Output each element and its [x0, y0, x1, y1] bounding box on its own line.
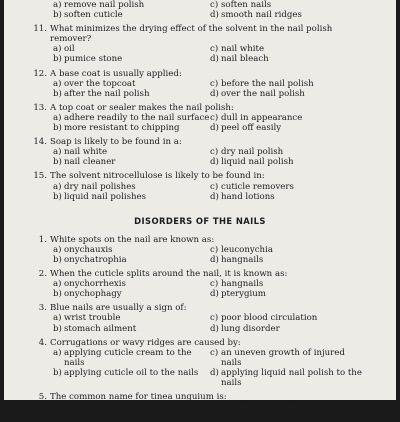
question-number: 12.	[33, 68, 47, 79]
disorder-question-3	[38, 303, 368, 334]
question-stem: A base coat is usually applied:	[50, 68, 182, 79]
option-b: b) pumice stone	[53, 54, 123, 65]
option-a: a) nail white	[53, 147, 108, 158]
question-number: 1.	[38, 234, 47, 245]
option-d: d) applying liquid nail polish to the nails	[210, 367, 362, 388]
option-c: c) cuticle removers	[210, 181, 294, 192]
option-c: c) dry nail polish	[210, 147, 284, 158]
page-edge-shadow	[396, 0, 400, 400]
option-c: c) dull in appearance	[210, 112, 303, 123]
question-number: 13.	[33, 102, 47, 113]
option-b: b) nail cleaner	[53, 157, 116, 168]
option-d: d) lung disorder	[210, 323, 280, 334]
question-stem: A top coat or sealer makes the nail polish:	[50, 102, 234, 113]
option-b: b) liquid nail polishes	[53, 191, 147, 202]
question-stem: Corrugations or wavy ridges are caused by:	[50, 337, 241, 348]
option-a: a) felon	[53, 402, 86, 413]
option-a: a) applying cuticle cream to the nails	[53, 347, 192, 368]
option-d: d) peel off easily	[210, 123, 282, 134]
option-d: d) smooth nail ridges	[210, 10, 302, 21]
option-b: b) onychophagy	[53, 289, 122, 300]
question-number: 5.	[38, 392, 47, 403]
option-b: b) applying cuticle oil to the nails	[53, 367, 199, 378]
question-number: 11.	[33, 24, 47, 35]
option-c: c) poor blood circulation	[210, 313, 318, 324]
question-stem: What minimizes the drying effect of the solvent in the nail polish remover?	[50, 24, 333, 45]
question-stem: When the cuticle splits around the nail, it is known as:	[50, 269, 288, 280]
option-a: a) over the topcoat	[53, 78, 136, 89]
question-stem: Blue nails are usually a sign of:	[50, 303, 187, 314]
question-13	[33, 102, 368, 134]
option-a: a) onychauxis	[53, 244, 113, 255]
question-number: 2.	[38, 269, 47, 280]
option-c: c) ringworm of the nail	[210, 402, 311, 413]
question-number: 4.	[38, 337, 47, 348]
question-stem: White spots on the nail are known as:	[50, 234, 215, 245]
question-15	[33, 171, 368, 202]
option-c: c) leuconychia	[210, 244, 273, 255]
option-c: c) nail white	[210, 44, 265, 55]
question-14	[33, 137, 368, 168]
question-number: 14.	[33, 137, 47, 148]
option-a: a) oil	[53, 44, 75, 55]
option-b: b) onychatrophia	[53, 254, 127, 265]
option-c: c) an uneven growth of injured nails	[210, 347, 345, 368]
disorder-question-4	[38, 337, 368, 388]
option-d: d) hangnails	[210, 254, 264, 265]
question-12	[33, 68, 368, 99]
option-d: d) pterygium	[210, 289, 266, 300]
option-b: b) soften cuticle	[53, 10, 123, 21]
question-number: 15.	[33, 171, 47, 182]
option-c: c) soften nails	[210, 0, 272, 10]
option-b: b) more resistant to chipping	[53, 123, 180, 134]
document-page	[4, 0, 396, 422]
question-10	[50, 0, 368, 20]
disorder-question-1	[38, 234, 368, 265]
question-stem: Soap is likely to be found in a:	[50, 137, 182, 148]
option-b: b) ingrown nails	[53, 412, 124, 422]
option-a: a) adhere readily to the nail surface	[53, 112, 210, 123]
option-a: a) remove nail polish	[53, 0, 145, 10]
question-stem: The common name for tinea unguium is:	[50, 392, 227, 403]
option-a: a) dry nail polishes	[53, 181, 136, 192]
question-stem: The solvent nitrocellulose is likely to be found in:	[50, 171, 265, 182]
question-number: 3.	[38, 303, 47, 314]
section-title: DISORDERS OF THE NAILS	[134, 215, 266, 226]
option-a: a) onychorrhexis	[53, 279, 126, 290]
option-d: d) over the nail polish	[210, 88, 305, 99]
option-c: c) before the nail polish	[210, 78, 314, 89]
question-11	[33, 24, 368, 65]
option-d: d) brittle nails	[210, 412, 272, 422]
option-b: b) after the nail polish	[53, 88, 150, 99]
disorder-question-5	[38, 392, 368, 422]
option-d: d) hand lotions	[210, 191, 275, 202]
option-b: b) stomach ailment	[53, 323, 137, 334]
option-d: d) liquid nail polish	[210, 157, 294, 168]
disorder-question-2	[38, 269, 368, 300]
option-a: a) wrist trouble	[53, 313, 121, 324]
option-d: d) nail bleach	[210, 54, 269, 65]
option-c: c) hangnails	[210, 279, 264, 290]
